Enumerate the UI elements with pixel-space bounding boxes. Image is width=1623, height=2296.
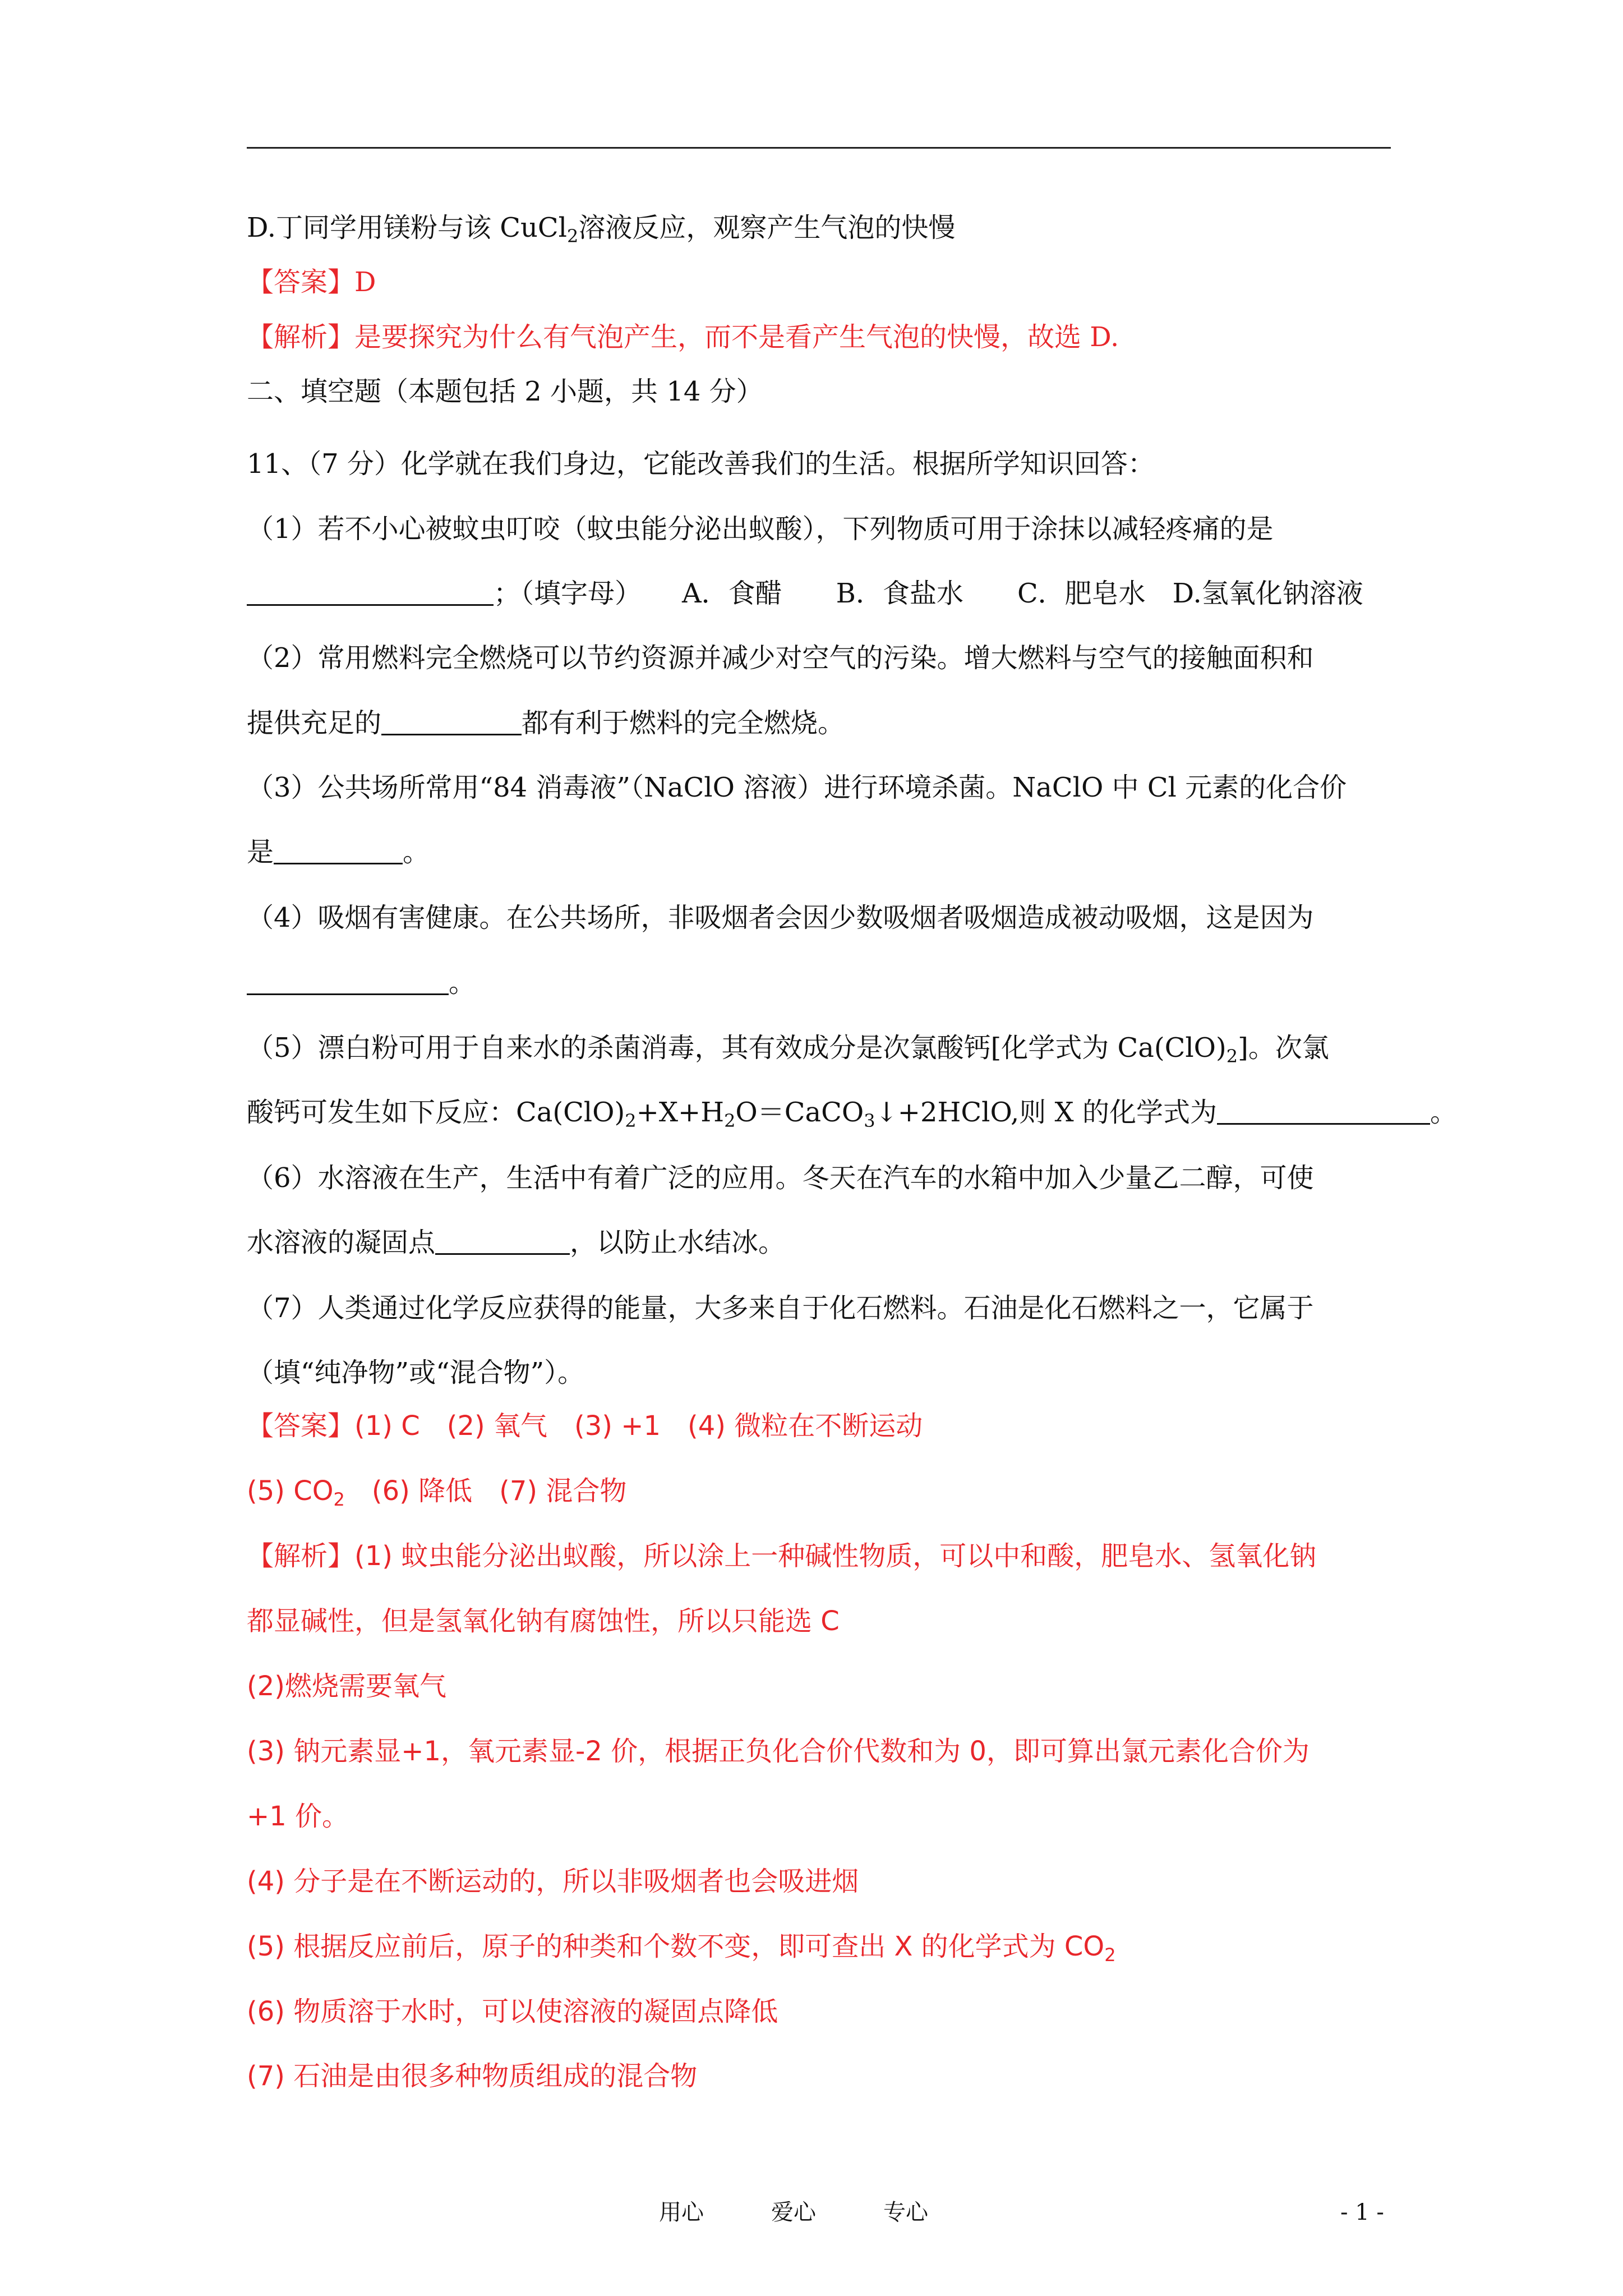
answer-11-line-2: [247, 1474, 626, 1516]
analysis-11-part-7: (7) 石油是由很多种物质组成的混合物: [247, 2060, 698, 2092]
footer-motto-1: 用心: [659, 2200, 704, 2225]
question-11-part-7: （7）人类通过化学反应获得的能量，大多来自于化石燃料。石油是化石燃料之一，它属于: [247, 1292, 1314, 1324]
answer-11-line-1: 【答案】(1) C (2) 氧气 (3) +1 (4) 微粒在不断运动: [247, 1410, 923, 1442]
part-1-options: ；（填字母） A．食醋 B．食盐水 C．肥皂水 D.氢氧化钠溶液: [494, 578, 1363, 609]
question-11-part-2: （2）常用燃料完全燃烧可以节约资源并减少对空气的污染。增大燃料与空气的接触面积和: [247, 642, 1314, 674]
formula-part-d: ↓+2HClO,则 X 的化学式为: [875, 1097, 1217, 1128]
question-11-part-4: （4）吸烟有害健康。在公共场所，非吸烟者会因少数吸烟者吸烟造成被动吸烟，这是因为: [247, 902, 1314, 933]
answer-blank-1[interactable]: [247, 578, 494, 606]
analysis-11-part-2: (2)燃烧需要氧气: [247, 1671, 446, 1702]
analysis-11-part-6: (6) 物质溶于水时，可以使溶液的凝固点降低: [247, 1996, 778, 2027]
question-11-part-5: [247, 1031, 1329, 1073]
answer-blank-6[interactable]: [435, 1227, 570, 1255]
analysis-11-part-3-cont: +1 价。: [247, 1801, 349, 1832]
analysis-11-part-5: [247, 1930, 1116, 1972]
header-rule: [247, 147, 1391, 149]
answer-6-7: (6) 降低 (7) 混合物: [344, 1475, 627, 1507]
subscript: 2: [1226, 1046, 1238, 1067]
formula-part-a: 酸钙可发生如下反应：Ca(ClO): [247, 1097, 625, 1128]
subscript: 2: [625, 1110, 637, 1131]
analysis-11-part-1: 【解析】(1) 蚊虫能分泌出蚁酸，所以涂上一种碱性物质，可以中和酸，肥皂水、氢氧化钠: [247, 1540, 1317, 1572]
question-11-part-6: （6）水溶液在生产，生活中有着广泛的应用。冬天在汽车的水箱中加入少量乙二醇，可使: [247, 1162, 1314, 1194]
subscript: 3: [864, 1110, 875, 1131]
answer-5: (5) CO: [247, 1475, 334, 1507]
analysis-11-part-1-cont: 都显碱性，但是氢氧化钠有腐蚀性，所以只能选 C: [247, 1605, 840, 1637]
analysis-10: 【解析】是要探究为什么有气泡产生，而不是看产生气泡的快慢，故选 D.: [247, 321, 1119, 353]
page-number: - 1 -: [1340, 2200, 1384, 2225]
part-6-text-b: ，以防止水结冰。: [570, 1227, 786, 1258]
footer-motto-2: 爱心: [771, 2200, 816, 2225]
question-10-option-d: [247, 211, 955, 253]
footer-motto-3: 专心: [883, 2200, 928, 2225]
answer-10: 【答案】D: [247, 266, 376, 298]
answer-blank-5[interactable]: [1217, 1097, 1430, 1125]
question-11-part-6-cont: [247, 1226, 785, 1259]
question-11-part-2-cont: [247, 706, 845, 740]
analysis-5-text: (5) 根据反应前后，原子的种类和个数不变，即可查出 X 的化学式为 CO: [247, 1931, 1105, 1962]
subscript: 2: [567, 226, 579, 247]
question-11-part-5-cont: [247, 1096, 1457, 1138]
formula-part-e: 。: [1430, 1097, 1457, 1128]
analysis-11-part-3: (3) 钠元素显+1，氧元素显-2 价，根据正负化合价代数和为 0，即可算出氯元素化合价为: [247, 1736, 1310, 1767]
part-6-text-a: 水溶液的凝固点: [247, 1227, 436, 1258]
question-11-part-1: （1）若不小心被蚊虫叮咬（蚊虫能分泌出蚁酸），下列物质可用于涂抹以减轻疼痛的是: [247, 513, 1274, 545]
question-11-part-3: （3）公共场所常用“84 消毒液”（NaClO 溶液）进行环境杀菌。NaClO 中 Cl 元素的化合价: [247, 772, 1347, 803]
question-11-part-4-cont: [247, 966, 476, 1000]
part-3-text-a: 是: [247, 836, 274, 868]
question-11-part-7-cont: （填“纯净物”或“混合物”）。: [247, 1357, 585, 1388]
part-3-text-b: 。: [403, 836, 430, 868]
answer-blank-3[interactable]: [274, 837, 403, 864]
part-2-text-a: 提供充足的: [247, 707, 382, 739]
formula-part-c: O＝CaCO: [735, 1097, 864, 1128]
subscript: 2: [333, 1489, 345, 1510]
answer-blank-4[interactable]: [247, 968, 449, 995]
question-11-part-1-cont: [247, 577, 1363, 610]
section-heading-fill-in: 二、填空题（本题包括 2 小题，共 14 分）: [247, 376, 763, 407]
option-d-text-end: 溶液反应，观察产生气泡的快慢: [578, 212, 956, 243]
subscript: 2: [724, 1110, 736, 1131]
question-11-part-3-cont: [247, 835, 430, 869]
part-5-text-b: ]。次氯: [1238, 1032, 1329, 1064]
part-5-text-a: （5）漂白粉可用于自来水的杀菌消毒，其有效成分是次氯酸钙[化学式为 Ca(ClO): [247, 1032, 1227, 1064]
part-4-text: 。: [449, 967, 476, 999]
subscript: 2: [1104, 1944, 1116, 1966]
formula-part-b: +X+H: [636, 1097, 725, 1128]
question-11-stem: 11、（7 分）化学就在我们身边，它能改善我们的生活。根据所学知识回答：: [247, 448, 1155, 480]
part-2-text-b: 都有利于燃料的完全燃烧。: [522, 707, 845, 739]
option-d-text: D.丁同学用镁粉与该 CuCl: [247, 212, 568, 243]
analysis-11-part-4: (4) 分子是在不断运动的，所以非吸烟者也会吸进烟: [247, 1866, 859, 1897]
answer-blank-2[interactable]: [381, 708, 522, 735]
